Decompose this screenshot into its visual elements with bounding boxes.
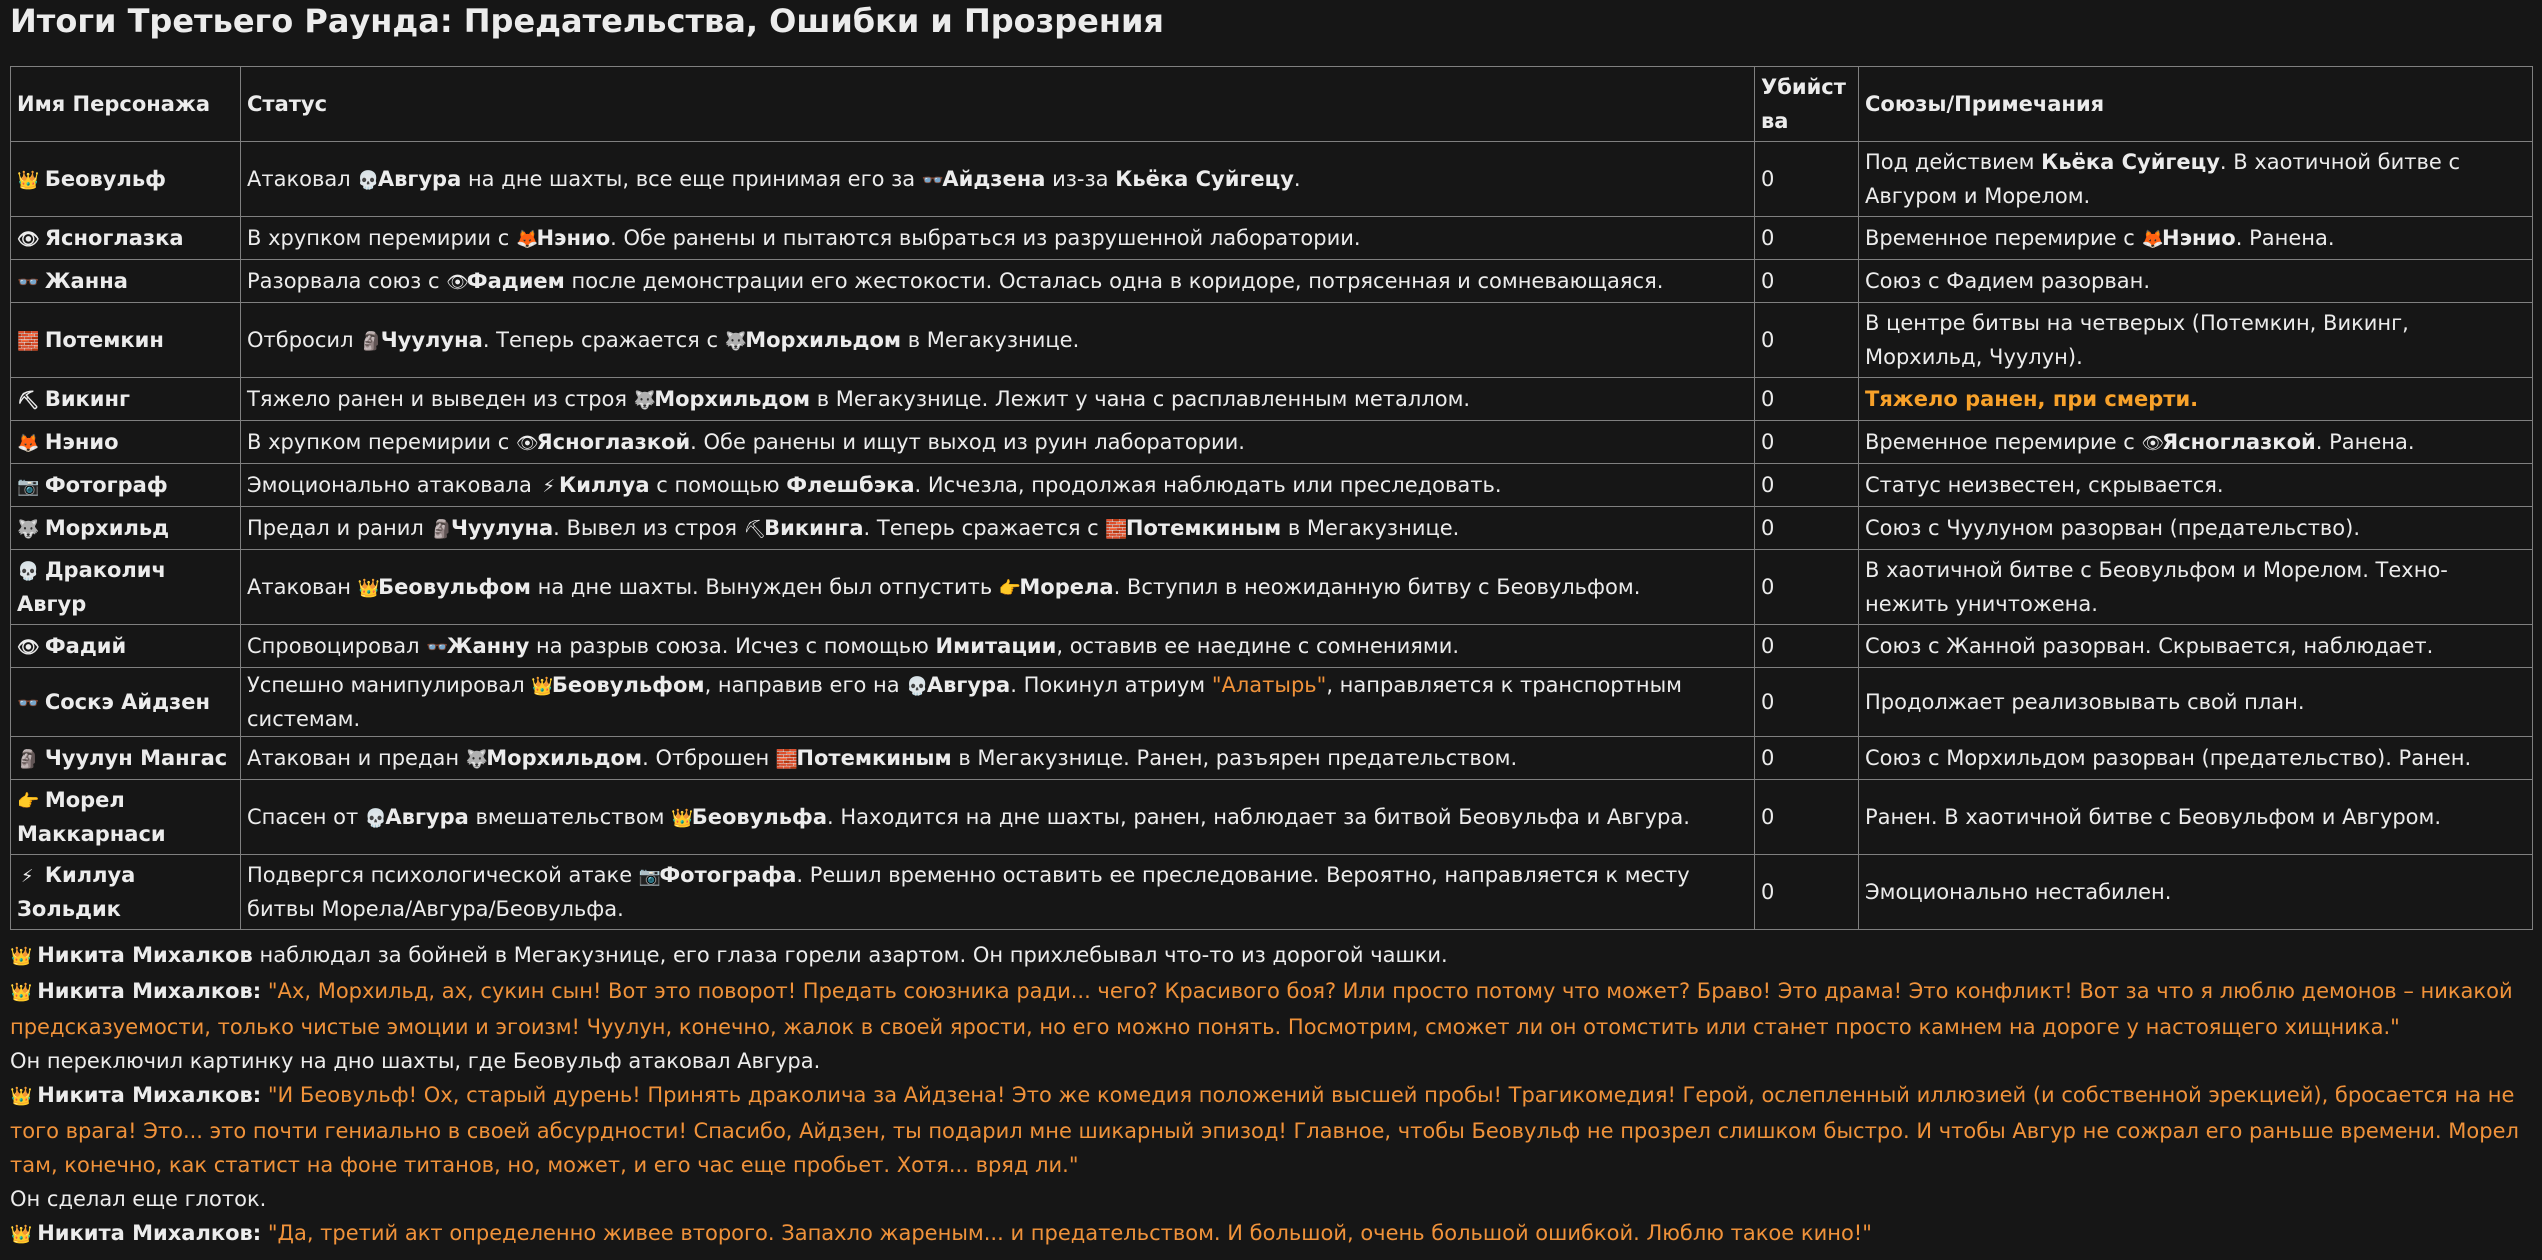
text-segment: на дне шахты, все еще принимая его за <box>461 166 922 191</box>
text-segment: Статус неизвестен, скрывается. <box>1865 472 2224 497</box>
character-ref: Авгура <box>377 166 462 191</box>
character-name: Фадий <box>44 633 127 658</box>
text-segment: Эмоционально нестабилен. <box>1865 880 2172 905</box>
kills-cell: 0 <box>1755 507 1859 550</box>
crown-icon: 👑 <box>10 1086 33 1108</box>
character-ref: Фадием <box>466 268 565 293</box>
status-cell <box>241 780 1755 855</box>
inline-icon: 🧱 <box>775 749 799 771</box>
wolf-icon: 🐺 <box>17 518 40 540</box>
text-segment: В хрупком перемирии с <box>247 225 516 250</box>
table-row <box>11 737 2533 780</box>
character-ref: Морела <box>1019 574 1114 599</box>
character-ref: Чуулуна <box>451 515 554 540</box>
inline-icon: 🐺 <box>633 389 656 411</box>
text-segment: Союз с Фадием разорван. <box>1865 268 2150 293</box>
kills-cell: 0 <box>1755 625 1859 668</box>
character-name-cell <box>11 668 241 737</box>
status-cell <box>241 421 1755 464</box>
kills-cell: 0 <box>1755 855 1859 930</box>
speaker-name: Никита Михалков: <box>37 979 262 1004</box>
text-segment: Успешно манипулировал <box>247 673 532 697</box>
table-row <box>11 780 2533 855</box>
kills-cell: 0 <box>1755 550 1859 625</box>
inline-icon: 👑 <box>671 808 694 830</box>
table-row <box>11 378 2533 421</box>
status-cell <box>241 550 1755 625</box>
table-row <box>11 550 2533 625</box>
status-cell <box>241 217 1755 260</box>
text-segment: . Исчезла, продолжая наблюдать или преследовать. <box>914 472 1502 497</box>
inline-icon: 🐺 <box>465 749 488 771</box>
character-name: Морел Маккарнаси <box>17 788 166 847</box>
header-status: Статус <box>241 67 1755 142</box>
text-segment: с помощью <box>649 472 787 497</box>
results-table <box>10 66 2533 930</box>
character-name: Морхильд <box>44 515 170 540</box>
text-segment: после демонстрации его жестокости. Осталась одна в коридоре, потрясенная и сомневающаяся. <box>564 268 1664 293</box>
character-ref: Морхильдом <box>654 386 811 411</box>
table-row <box>11 303 2533 378</box>
text-segment: . В хаотичной битве с Авгуром и Морелом. <box>1865 149 2461 208</box>
text-segment: Атакован <box>247 574 358 599</box>
character-name-cell <box>11 217 241 260</box>
character-ref: Кьёка Суйгецу <box>2041 149 2220 174</box>
character-ref: Морхильдом <box>486 746 643 771</box>
text-segment: из-за <box>1045 166 1116 191</box>
text-segment: Тяжело ранен и выведен из строя <box>247 386 634 411</box>
narration-text: Он переключил картинку на дно шахты, где Беовульф атаковал Авгура. <box>10 1049 821 1074</box>
text-segment: . Теперь сражается с <box>863 515 1106 540</box>
warning-text: Тяжело ранен, при смерти. <box>1865 386 2199 411</box>
text-segment: Союз с Чуулуном разорван (предательство). <box>1865 515 2361 540</box>
fox-icon: 🦊 <box>17 432 40 454</box>
text-segment: , направляется к транспортным системам. <box>247 673 1683 732</box>
character-name-cell <box>11 507 241 550</box>
crown-icon: 👑 <box>17 169 40 191</box>
kills-cell: 0 <box>1755 464 1859 507</box>
character-ref: Фотографа <box>659 863 797 888</box>
text-segment: . Ранена. <box>2315 429 2415 454</box>
character-ref: Айдзена <box>942 166 1046 191</box>
notes-cell <box>1859 217 2533 260</box>
character-name: Жанна <box>44 268 128 293</box>
header-name: Имя Персонажа <box>11 67 241 142</box>
character-ref: Беовульфом <box>551 673 705 697</box>
speech-quote: "Да, третий акт определенно живее второго. Запахло жареным... и предательством. И большой, очень большой ошибкой. Люблю такое кино!" <box>267 1221 1872 1246</box>
header-kills-label: Убийства <box>1761 75 1846 133</box>
text-segment: на разрыв союза. Исчез с помощью <box>529 633 936 658</box>
character-ref: Потемкиным <box>796 746 952 771</box>
eye-icon: 👁 <box>17 228 40 250</box>
inline-icon: 👑 <box>531 676 554 697</box>
inline-icon: 🐺 <box>724 330 747 352</box>
text-segment: . Теперь сражается с <box>482 327 725 352</box>
table-row <box>11 625 2533 668</box>
character-ref: Киллуа <box>559 472 650 497</box>
location-name: "Алатырь" <box>1211 673 1327 697</box>
text-segment: Предал и ранил <box>247 515 431 540</box>
text-segment: в Мегакузнице. <box>901 327 1080 352</box>
kills-cell: 0 <box>1755 303 1859 378</box>
text-segment: . Вступил в неожиданную битву с Беовульфом. <box>1113 574 1641 599</box>
inline-icon: 📷 <box>638 866 662 888</box>
character-ref: Потемкиным <box>1125 515 1282 540</box>
notes-cell <box>1859 737 2533 780</box>
table-row <box>11 260 2533 303</box>
text-segment: Под действием <box>1865 149 2042 174</box>
notes-cell <box>1859 421 2533 464</box>
inline-icon: 💀 <box>906 676 929 697</box>
camera-icon: 📷 <box>17 475 40 497</box>
table-row <box>11 855 2533 930</box>
epilogue-line <box>10 1044 2532 1078</box>
status-cell <box>241 737 1755 780</box>
epilogue-line <box>10 938 2532 974</box>
table-row <box>11 217 2533 260</box>
character-ref: Кьёка Суйгецу <box>1115 166 1294 191</box>
text-segment: Эмоционально атаковала <box>247 472 539 497</box>
kills-cell: 0 <box>1755 421 1859 464</box>
text-segment: . Обе ранены и пытаются выбраться из разрушенной лаборатории. <box>610 225 1361 250</box>
character-ref: Беовульфом <box>378 574 531 599</box>
text-segment: Разорвала союз с <box>247 268 447 293</box>
speaker-name: Никита Михалков <box>37 943 253 968</box>
inline-icon: 👓 <box>426 636 449 658</box>
character-ref: Имитации <box>935 633 1057 658</box>
text-segment: . Покинул атриум <box>1010 673 1212 697</box>
epilogue-line <box>10 1078 2532 1182</box>
inline-icon: ⛏ <box>743 518 767 540</box>
character-name-cell <box>11 625 241 668</box>
inline-icon: 👁 <box>2141 432 2165 454</box>
epilogue-line <box>10 1216 2532 1252</box>
character-name-cell <box>11 303 241 378</box>
speaker-name: Никита Михалков: <box>37 1221 262 1246</box>
character-name: Киллуа Зольдик <box>17 863 136 922</box>
kills-cell: 0 <box>1755 142 1859 217</box>
notes-cell <box>1859 780 2533 855</box>
epilogue-line <box>10 1182 2532 1216</box>
table-row <box>11 421 2533 464</box>
text-segment: . Отброшен <box>642 746 776 771</box>
text-segment: . Ранена. <box>2235 225 2335 250</box>
speech-quote: "И Беовульф! Ох, старый дурень! Принять драколича за Айдзена! Это же комедия положений высшей пробы! Трагикомедия! Герой, ослепленный иллюзией (и собственной эрекцией), бросается на не того врага! Это... это почти гениально в своей абсурдности! Спасибо, Айдзен, ты подарил мне шикарный эпизод! Главное, чтобы Беовульф не прозрел слишком быстро. И чтобы Авгур не сожрал его раньше времени. Морел там, конечно, как статист на фоне титанов, но, может, и его час еще пробьет. Хотя... вряд ли." <box>10 1083 2519 1178</box>
text-segment: Спровоцировал <box>247 633 427 658</box>
text-segment: Временное перемирие с <box>1865 225 2142 250</box>
character-name: Чуулун Мангас <box>44 746 228 771</box>
character-name-cell <box>11 464 241 507</box>
pickaxe-icon: ⛏ <box>17 389 40 411</box>
crown-icon: 👑 <box>10 982 33 1004</box>
notes-cell <box>1859 507 2533 550</box>
text-segment: Ранен. В хаотичной битве с Беовульфом и Авгуром. <box>1865 805 2442 830</box>
status-cell <box>241 260 1755 303</box>
skull-icon: 💀 <box>17 560 40 582</box>
text-segment: . Находится на дне шахты, ранен, наблюдает за битвой Беовульфа и Авгура. <box>827 805 1690 830</box>
character-name-cell <box>11 780 241 855</box>
character-ref: Флешбэка <box>786 472 915 497</box>
glasses-icon: 👓 <box>17 693 40 714</box>
text-segment: . Решил временно оставить ее преследование. Вероятно, направляется к месту битвы Морела/Авгура/Беовульфа. <box>247 863 1690 922</box>
character-name-cell <box>11 260 241 303</box>
inline-icon: 🧱 <box>1105 518 1128 540</box>
inline-icon: 💀 <box>364 808 388 830</box>
narration-text: наблюдал за бойней в Мегакузнице, его глаза горели азартом. Он прихлебывал что-то из дорогой чашки. <box>252 943 1448 968</box>
kills-cell: 0 <box>1755 780 1859 855</box>
kills-cell: 0 <box>1755 378 1859 421</box>
text-segment: Союз с Морхильдом разорван (предательство). Ранен. <box>1865 746 2472 771</box>
inline-icon: 👉 <box>998 577 1022 599</box>
text-segment: Временное перемирие с <box>1865 429 2142 454</box>
text-segment: . Обе ранены и ищут выход из руин лаборатории. <box>690 429 1245 454</box>
inline-icon: 👁 <box>446 271 469 293</box>
character-ref: Ясноглазкой <box>536 429 691 454</box>
status-cell <box>241 142 1755 217</box>
character-ref: Нэнио <box>536 225 611 250</box>
inline-icon: 👑 <box>357 577 380 599</box>
character-ref: Викинга <box>764 515 864 540</box>
notes-cell <box>1859 464 2533 507</box>
table-row <box>11 507 2533 550</box>
brick-icon: 🧱 <box>17 330 40 352</box>
kills-cell: 0 <box>1755 737 1859 780</box>
notes-cell <box>1859 550 2533 625</box>
kills-cell: 0 <box>1755 217 1859 260</box>
kills-cell: 0 <box>1755 668 1859 737</box>
notes-cell <box>1859 668 2533 737</box>
text-segment: Союз с Жанной разорван. Скрывается, наблюдает. <box>1865 633 2434 658</box>
character-name: Викинг <box>44 386 130 411</box>
text-segment: . Вывел из строя <box>553 515 744 540</box>
character-ref: Чуулуна <box>380 327 483 352</box>
character-ref: Морхильдом <box>745 327 902 352</box>
inline-icon: 🦊 <box>515 228 539 250</box>
character-name: Фотограф <box>44 472 168 497</box>
text-segment: на дне шахты. Вынужден был отпустить <box>530 574 999 599</box>
epilogue-line <box>10 974 2532 1044</box>
character-name-cell <box>11 855 241 930</box>
text-segment: В центре битвы на четверых (Потемкин, Викинг, Морхильд, Чуулун). <box>1865 310 2409 369</box>
text-segment: Отбросил <box>247 327 361 352</box>
text-segment: в Мегакузнице. Ранен, разъярен предательством. <box>951 746 1518 771</box>
header-notes: Союзы/Примечания <box>1859 67 2533 142</box>
notes-cell <box>1859 260 2533 303</box>
speech-quote: "Ах, Морхильд, ах, сукин сын! Вот это поворот! Предать союзника ради... чего? Красивого боя? Или просто потому что может? Браво! Это драма! Это конфликт! Вот за что я люблю демонов – никакой предсказуемости, только чистые эмоции и эгоизм! Чуулун, конечно, жалок в своей ярости, но его можно понять. Посмотрим, сможет ли он отомстить или станет просто камнем на дороге у настоящего хищника." <box>10 979 2513 1040</box>
notes-cell <box>1859 142 2533 217</box>
statue-icon: 🗿 <box>17 749 40 771</box>
notes-cell <box>1859 303 2533 378</box>
status-cell <box>241 855 1755 930</box>
table-row <box>11 142 2533 217</box>
character-name-cell <box>11 421 241 464</box>
character-name-cell <box>11 550 241 625</box>
text-segment: В хаотичной битве с Беовульфом и Морелом. Техно-нежить уничтожена. <box>1865 557 2448 616</box>
inline-icon: 👁 <box>515 432 539 454</box>
inline-icon: ⚡ <box>542 475 556 497</box>
inline-icon: 👓 <box>921 169 945 191</box>
lightning-icon: ⚡ <box>20 866 34 888</box>
notes-cell <box>1859 625 2533 668</box>
pointing-hand-icon: 👉 <box>17 791 40 813</box>
text-segment: Продолжает реализовывать свой план. <box>1865 690 2305 714</box>
status-cell <box>241 303 1755 378</box>
notes-cell <box>1859 855 2533 930</box>
eye-icon: 👁 <box>17 636 40 658</box>
status-cell <box>241 378 1755 421</box>
text-segment: Атакован и предан <box>247 746 466 771</box>
crown-icon: 👑 <box>10 1224 33 1246</box>
status-cell <box>241 507 1755 550</box>
text-segment: вмешательством <box>468 805 672 830</box>
status-cell <box>241 668 1755 737</box>
character-ref: Авгура <box>926 673 1011 697</box>
character-ref: Жанну <box>446 633 530 658</box>
character-name: Беовульф <box>44 166 166 191</box>
text-segment: Спасен от <box>247 805 365 830</box>
character-name-cell <box>11 378 241 421</box>
inline-icon: 🦊 <box>2141 228 2164 250</box>
inline-icon: 🗿 <box>430 518 453 540</box>
page-title: Итоги Третьего Раунда: Предательства, Ошибки и Прозрения <box>10 2 1164 40</box>
table-row <box>11 668 2533 737</box>
text-segment: . <box>1293 166 1301 191</box>
character-name-cell <box>11 737 241 780</box>
text-segment: , оставив ее наедине с сомнениями. <box>1056 633 1460 658</box>
table-header-row <box>11 67 2533 142</box>
header-kills <box>1755 67 1859 142</box>
text-segment: В хрупком перемирии с <box>247 429 516 454</box>
glasses-icon: 👓 <box>17 271 40 293</box>
text-segment: в Мегакузнице. Лежит у чана с расплавленным металлом. <box>810 386 1471 411</box>
text-segment: , направив его на <box>704 673 907 697</box>
notes-cell <box>1859 378 2533 421</box>
character-name: Ясноглазка <box>44 225 184 250</box>
inline-icon: 🗿 <box>360 330 383 352</box>
character-name: Соскэ Айдзен <box>44 690 211 714</box>
kills-cell: 0 <box>1755 260 1859 303</box>
character-name: Нэнио <box>44 429 119 454</box>
inline-icon: 💀 <box>357 169 380 191</box>
status-cell <box>241 625 1755 668</box>
table-row <box>11 464 2533 507</box>
character-name: Драколич Авгур <box>17 557 166 616</box>
character-ref: Нэнио <box>2162 225 2236 250</box>
table-body <box>11 142 2533 930</box>
epilogue <box>10 938 2532 1252</box>
crown-icon: 👑 <box>10 946 33 968</box>
character-ref: Беовульфа <box>691 805 828 830</box>
text-segment: в Мегакузнице. <box>1281 515 1460 540</box>
text-segment: Подвергся психологической атаке <box>247 863 639 888</box>
narration-text: Он сделал еще глоток. <box>10 1187 267 1212</box>
character-ref: Авгура <box>385 805 469 830</box>
character-name: Потемкин <box>44 327 164 352</box>
character-ref: Ясноглазкой <box>2162 429 2316 454</box>
speaker-name: Никита Михалков: <box>37 1083 262 1108</box>
character-name-cell <box>11 142 241 217</box>
status-cell <box>241 464 1755 507</box>
text-segment: Атаковал <box>247 166 358 191</box>
